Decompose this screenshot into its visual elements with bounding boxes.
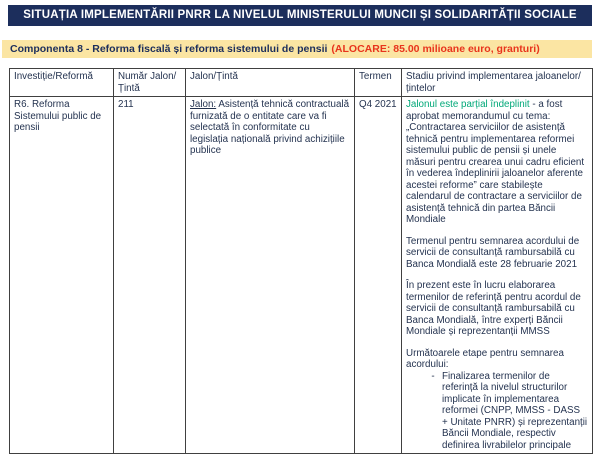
col-header-stadiu: Stadiu privind implementarea jaloanelor/țintelor xyxy=(402,69,593,97)
status-paragraph-etape: Următoarele etape pentru semnarea acordului: xyxy=(406,347,564,370)
cell-stadiu-implementare xyxy=(402,97,593,454)
status-bullet-item xyxy=(406,371,588,452)
status-paragraph-termen-semnare: Termenul pentru semnarea acordului de servicii de consultanță rambursabilă cu Banca Mondială este 28 februarie 2021 xyxy=(406,235,580,270)
status-badge-partial-indeplinit: Jalonul este parțial îndeplinit xyxy=(406,99,530,110)
jalon-label: Jalon: xyxy=(190,99,217,110)
bullet-text: Finalizarea termenilor de referință la nivelul structurilor implicate în implementarea reformei (CNPP, MMSS - DASS + Unitate PNRR) și reprezentanții Băncii Mondiale, respectiv definirea livrabilelor principale xyxy=(442,370,588,451)
col-header-termen: Termen xyxy=(355,69,402,97)
status-paragraph-memorandum xyxy=(406,99,588,226)
cell-investitie-reforma: R6. Reforma Sistemului public de pensii xyxy=(10,97,114,454)
document-title-banner xyxy=(8,5,592,26)
jalon-description: Asistență tehnică contractuală furnizată de o entitate care va fi selectată în conformitate cu legislația națională privind achizițiile publice xyxy=(190,99,350,156)
status-paragraph-in-lucru: În prezent este în lucru elaborarea termenilor de referință pentru acordul de servicii de consultanță rambursabilă cu Banca Mondială, între experți Băncii Mondiale și reprezentanții MMSS xyxy=(406,280,581,337)
document-title: SITUAȚIA IMPLEMENTĂRII PNRR LA NIVELUL MINISTERULUI MUNCII ȘI SOLIDARITĂȚII SOCIALE xyxy=(23,9,577,21)
status-memorandum-text: - a fost aprobat memorandumul cu tema: „Contractarea serviciilor de asistență tehnică pentru implementarea reformei sistemului public de pensii și unele măsuri pentru crearea unui cadru eficient în vederea îndeplinirii jaloanelor aferente acestei reforme” care stabilește calendarul de contractare a serviciilor de asistență tehnică din partea Băncii Mondiale xyxy=(406,99,585,225)
component-banner xyxy=(2,40,592,58)
table-header-row xyxy=(10,69,593,97)
cell-termen: Q4 2021 xyxy=(355,97,402,454)
col-header-jalon-tinta: Jalon/Țintă xyxy=(186,69,355,97)
cell-jalon-tinta xyxy=(186,97,355,454)
component-label: Componenta 8 - Reforma fiscală și reforma sistemului de pensii xyxy=(10,43,328,55)
cell-numar-jalon: 211 xyxy=(114,97,186,454)
table-row xyxy=(10,97,593,454)
allocation-text: (ALOCARE: 85.00 milioane euro, granturi) xyxy=(331,43,540,55)
bullet-marker: - xyxy=(431,370,435,382)
implementation-status-table xyxy=(9,68,593,454)
col-header-investitie-reforma: Investiție/Reformă xyxy=(10,69,114,97)
col-header-numar-jalon-tinta: Număr Jalon/Țintă xyxy=(114,69,186,97)
